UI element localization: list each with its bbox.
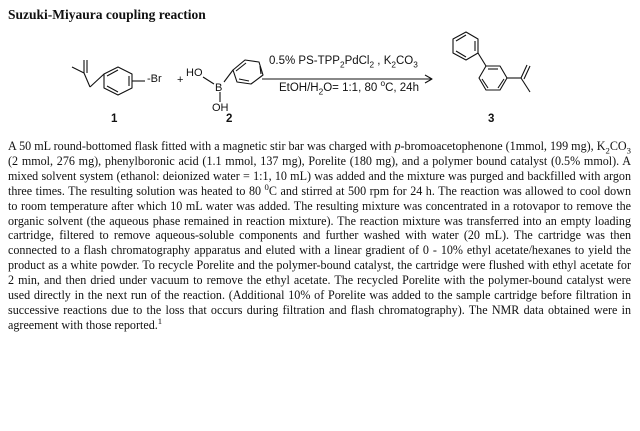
compound-number-3: 3 xyxy=(488,113,495,125)
reference-marker: 1 xyxy=(157,315,163,326)
reaction-scheme xyxy=(0,22,640,134)
compound-number-1: 1 xyxy=(111,113,118,125)
bromo-substituent-label: -Br xyxy=(147,73,162,85)
compound-number-2: 2 xyxy=(226,113,233,125)
plus-sign: + xyxy=(177,74,184,86)
reaction-conditions-top: 0.5% $PS-TPP_2PdCl_2$ , $K_2CO_3$ xyxy=(269,55,418,70)
page-title: Suzuki-Miyaura coupling reaction xyxy=(8,7,206,22)
reaction-scheme-drawing xyxy=(0,22,640,134)
procedure-paragraph: A 50 mL round-bottomed flask fitted with a magnetic stir bar was charged with p-bromoacetophenone (1mmol, 199 mg), $K_2CO_3$ (2 mmol, 276 mg), phenylboronic acid (1.1 mmol, 137 mg), Porelite (180 mg), and a polymer bound catalyst (0.5% mmol). A mixed solvent system (ethanol: deionized water = 1:1, 10 mL) was added and the mixture was purged and backfilled with argon three times. The resulting solution was heated to 80 $^0$C and stirred at 500 rpm for 24 h. The reaction was allowed to cool down to room temperature after which 10 mL water was added. The resulting mixture was concentrated in a rotovapor to remove the organic solvent (the aqueous phase remained in reaction mixture). The reaction mixture was transferred into an empty loading cartridge, filtered to remove aqueous-soluble components and further washed with water (20 mL). The cartridge was then connected to a flash chromatography apparatus and eluted with a linear gradient of 0 - 10% ethyl acetate/hexanes to yield the product as a white powder. To recycle Porelite and the polymer-bound catalyst, the cartridge were flushed with ethyl acetate for 2 min, and then dried under vacuum to remove the ethyl acetate. The recycled Porelite with the polymer-bound catalyst were used directly in the next run of the reaction. (Additional 10% of Porelite was added to the sample cartridge before filtration in successive reactions due to the loss that occurs during filtration and flash chromatography). The NMR data obtained were in agreement with those reported.$^1$ xyxy=(8,139,631,332)
compound-2-structure xyxy=(203,60,263,102)
boron-label: B xyxy=(215,82,223,94)
hydroxy-label-bottom: OH xyxy=(212,102,229,114)
compound-1-structure xyxy=(72,60,145,95)
hydroxy-label-top: HO xyxy=(186,67,203,79)
reaction-conditions-bottom: EtOH/$H_2O=$ 1:1, 80 $^o$C, 24h xyxy=(279,79,419,97)
compound-3-structure xyxy=(453,32,530,92)
